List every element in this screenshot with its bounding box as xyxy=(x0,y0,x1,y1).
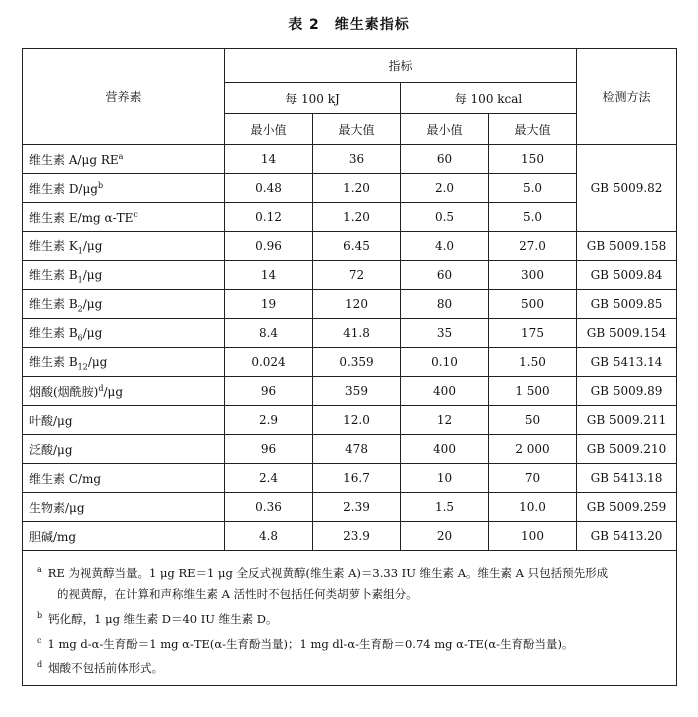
kj-min-value: 96 xyxy=(225,435,313,464)
footnote-mark: c xyxy=(37,635,42,645)
kcal-min-value: 4.0 xyxy=(401,232,489,261)
method-value: GB 5009.82 xyxy=(577,145,677,232)
method-value: GB 5009.211 xyxy=(577,406,677,435)
table-row xyxy=(23,319,677,348)
kcal-min-value: 12 xyxy=(401,406,489,435)
kj-min-value: 8.4 xyxy=(225,319,313,348)
method-value: GB 5009.85 xyxy=(577,290,677,319)
per-kj-header: 每 100 kJ xyxy=(225,83,401,114)
table-row xyxy=(23,493,677,522)
method-value: GB 5009.259 xyxy=(577,493,677,522)
kcal-min-value: 0.10 xyxy=(401,348,489,377)
kj-max-value: 41.8 xyxy=(313,319,401,348)
method-value: GB 5413.20 xyxy=(577,522,677,551)
kj-max-value: 478 xyxy=(313,435,401,464)
per-kcal-header: 每 100 kcal xyxy=(401,83,577,114)
kj-min-value: 2.4 xyxy=(225,464,313,493)
kj-max-value: 36 xyxy=(313,145,401,174)
footnote: $^c$ 1 mg d-α-生育酚＝1 mg α-TE(α-生育酚当量)；1 mg dl-α-生育酚＝0.74 mg α-TE(α-生育酚当量)。 xyxy=(37,635,574,651)
table-row xyxy=(23,522,677,551)
kcal-min-value: 0.5 xyxy=(401,203,489,232)
kcal-min-value: 2.0 xyxy=(401,174,489,203)
table-title: 表 2 维生素指标 xyxy=(288,17,410,33)
kj-min-value: 19 xyxy=(225,290,313,319)
nutrient-name: 维生素 $B_6/\mu g$ xyxy=(23,319,225,348)
table-row xyxy=(23,261,677,290)
kcal-max-value: 50 xyxy=(489,406,577,435)
table-row xyxy=(23,348,677,377)
kcal-max-value: 1 500 xyxy=(489,377,577,406)
table-row xyxy=(23,377,677,406)
table-row xyxy=(23,232,677,261)
kcal-min-value: 80 xyxy=(401,290,489,319)
kj-max-value: 16.7 xyxy=(313,464,401,493)
nutrient-name: 胆碱/mg xyxy=(23,522,225,551)
kj-min-value: 0.48 xyxy=(225,174,313,203)
footnote: $^b$ 钙化醇，1 μg 维生素 D＝40 IU 维生素 D。 xyxy=(37,610,278,626)
kcal-min-value: 20 xyxy=(401,522,489,551)
nutrient-name: 生物素/μg xyxy=(23,493,225,522)
kcal-max-header: 最大值 xyxy=(489,114,577,145)
kcal-max-value: 300 xyxy=(489,261,577,290)
kj-min-value: 0.96 xyxy=(225,232,313,261)
nutrient-name: 维生素 $B_1/\mu g$ xyxy=(23,261,225,290)
method-value: GB 5009.89 xyxy=(577,377,677,406)
nutrient-name: 烟酸(烟酰胺)$^d$/μg xyxy=(23,377,225,406)
nutrient-name: 维生素 E/mg $\alpha-TE^c$ xyxy=(23,203,225,232)
nutrient-name: 维生素 $B_2/\mu g$ xyxy=(23,290,225,319)
kcal-max-value: 10.0 xyxy=(489,493,577,522)
kj-min-value: 14 xyxy=(225,261,313,290)
kj-max-header: 最大值 xyxy=(313,114,401,145)
kj-max-value: 12.0 xyxy=(313,406,401,435)
kj-min-value: 14 xyxy=(225,145,313,174)
table-row xyxy=(23,145,677,174)
kcal-min-value: 60 xyxy=(401,261,489,290)
footnote: $^d$ 烟酸不包括前体形式。 xyxy=(37,660,164,676)
method-value: GB 5413.18 xyxy=(577,464,677,493)
kj-min-value: 0.024 xyxy=(225,348,313,377)
kcal-min-header: 最小值 xyxy=(401,114,489,145)
kcal-max-value: 1.50 xyxy=(489,348,577,377)
kj-min-header: 最小值 xyxy=(225,114,313,145)
nutrient-header: 营养素 xyxy=(23,49,225,145)
kj-max-value: 1.20 xyxy=(313,174,401,203)
kcal-max-value: 100 xyxy=(489,522,577,551)
kj-min-value: 0.12 xyxy=(225,203,313,232)
method-value: GB 5009.158 xyxy=(577,232,677,261)
kcal-max-value: 5.0 xyxy=(489,174,577,203)
kcal-max-value: 5.0 xyxy=(489,203,577,232)
footnote: $^a$ RE 为视黄醇当量。1 μg RE＝1 μg 全反式视黄醇(维生素 A)＝3.33 IU 维生素 A。维生素 A 只包括预先形成 的视黄醇，在计算和声称维生素 A 活性时不包括任何类胡萝卜素组分。 xyxy=(37,565,609,601)
table-row xyxy=(23,290,677,319)
nutrient-name: 维生素 $B_{12}/\mu g$ xyxy=(23,348,225,377)
kj-max-value: 1.20 xyxy=(313,203,401,232)
kj-min-value: 2.9 xyxy=(225,406,313,435)
footnote-mark: a xyxy=(37,565,42,574)
kcal-min-value: 10 xyxy=(401,464,489,493)
nutrient-name: 维生素 $K_1/\mu g$ xyxy=(23,232,225,261)
vitamin-table xyxy=(22,48,677,686)
method-value: GB 5009.210 xyxy=(577,435,677,464)
kcal-max-value: 500 xyxy=(489,290,577,319)
footnote-mark: d xyxy=(37,660,43,670)
kj-min-value: 0.36 xyxy=(225,493,313,522)
kj-max-value: 2.39 xyxy=(313,493,401,522)
kj-max-value: 120 xyxy=(313,290,401,319)
table-row xyxy=(23,464,677,493)
kcal-max-value: 175 xyxy=(489,319,577,348)
nutrient-name: 泛酸/μg xyxy=(23,435,225,464)
method-value: GB 5009.84 xyxy=(577,261,677,290)
method-value: GB 5009.154 xyxy=(577,319,677,348)
kcal-min-value: 60 xyxy=(401,145,489,174)
method-header: 检测方法 xyxy=(577,49,677,145)
kcal-max-value: 150 xyxy=(489,145,577,174)
footnotes xyxy=(23,551,677,686)
kcal-min-value: 1.5 xyxy=(401,493,489,522)
nutrient-name: 维生素 C/mg xyxy=(23,464,225,493)
kj-max-value: 23.9 xyxy=(313,522,401,551)
kj-max-value: 359 xyxy=(313,377,401,406)
kcal-min-value: 400 xyxy=(401,377,489,406)
kj-max-value: 0.359 xyxy=(313,348,401,377)
footnote-mark: b xyxy=(37,610,43,620)
kcal-max-value: 2 000 xyxy=(489,435,577,464)
kcal-max-value: 27.0 xyxy=(489,232,577,261)
kj-min-value: 4.8 xyxy=(225,522,313,551)
kcal-min-value: 400 xyxy=(401,435,489,464)
indicator-header: 指标 xyxy=(225,49,577,83)
nutrient-name: 维生素 $D/\mu g^b$ xyxy=(23,174,225,203)
kj-max-value: 6.45 xyxy=(313,232,401,261)
table-row xyxy=(23,435,677,464)
method-value: GB 5413.14 xyxy=(577,348,677,377)
table-row xyxy=(23,406,677,435)
kj-max-value: 72 xyxy=(313,261,401,290)
kj-min-value: 96 xyxy=(225,377,313,406)
kcal-max-value: 70 xyxy=(489,464,577,493)
kcal-min-value: 35 xyxy=(401,319,489,348)
nutrient-name: 维生素 A/μg $RE^a$ xyxy=(23,145,225,174)
nutrient-name: 叶酸/μg xyxy=(23,406,225,435)
